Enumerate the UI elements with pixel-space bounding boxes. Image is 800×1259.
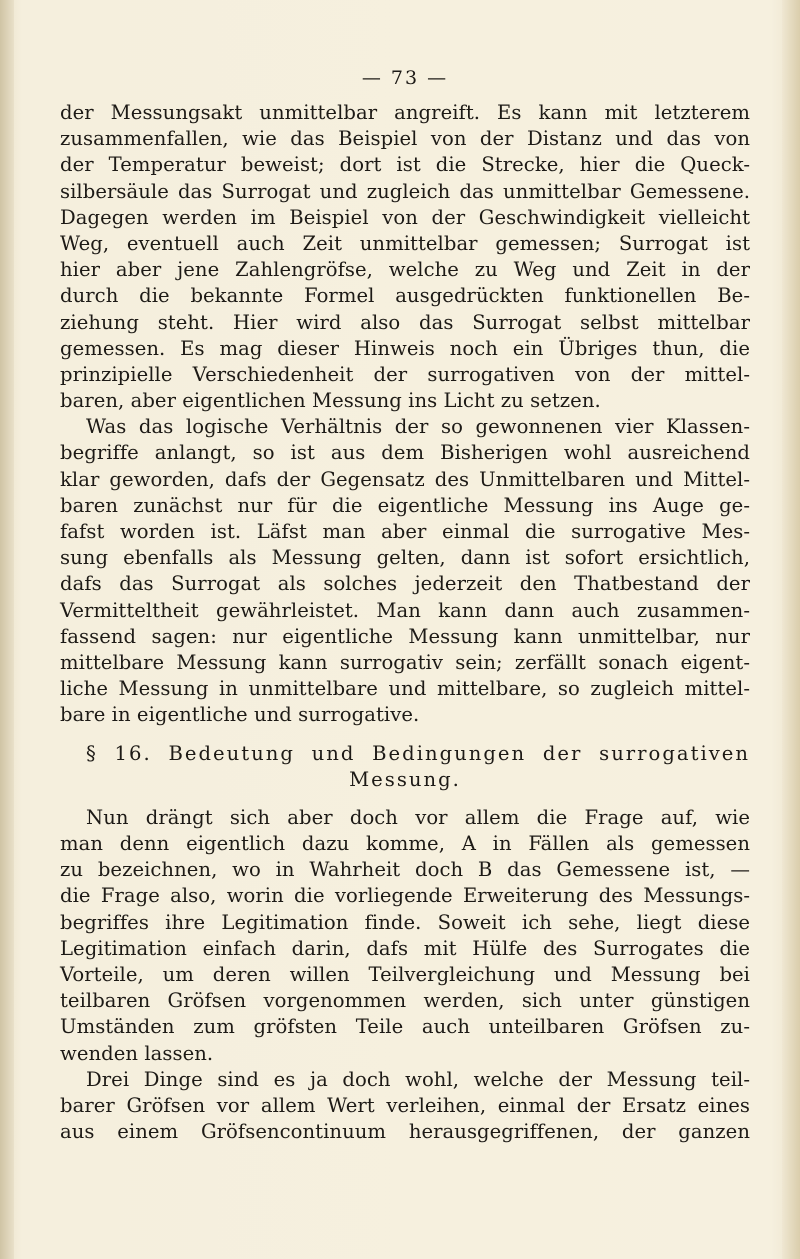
text-line: der Messungsakt unmittelbar angreift. Es kann mit letzterem — [60, 101, 750, 124]
text-line: Legitimation einfach darin, dafs mit Hülfe des Surrogates die — [60, 936, 750, 960]
section-heading-line: § 16. Bedeutung und Bedingungen der surrogativen — [86, 741, 750, 765]
text-line: barer Gröfsen vor allem Wert verleihen, einmal der Ersatz eines — [60, 1093, 750, 1117]
text-line: fassend sagen: nur eigentliche Messung kann unmittelbar, nur — [60, 624, 750, 648]
section-heading — [60, 741, 750, 793]
page-text — [60, 66, 750, 1145]
text-line: baren zunächst nur für die eigentliche Messung ins Auge ge- — [60, 493, 750, 517]
text-line: gemessen. Es mag dieser Hinweis noch ein Übriges thun, die — [60, 336, 750, 360]
text-line: teilbaren Gröfsen vorgenommen werden, sich unter günstigen — [60, 989, 750, 1013]
text-line: zusammenfallen, wie das Beispiel von der Distanz und das von — [60, 127, 750, 151]
text-line: zu bezeichnen, wo in Wahrheit doch B das Gemessene ist, — — [60, 858, 750, 882]
text-line: prinzipielle Verschiedenheit der surrogativen von der mittel- — [60, 362, 750, 386]
text-line: Weg, eventuell auch Zeit unmittelbar gemessen; Surrogat ist — [60, 231, 750, 255]
text-line: Was das logische Verhältnis der so gewonnenen vier Klassen- — [86, 415, 750, 439]
paragraph — [60, 100, 750, 414]
text-line: fafst worden ist. Läfst man aber einmal die surrogative Mes- — [60, 520, 750, 543]
paragraph — [60, 805, 750, 1067]
text-line: baren, aber eigentlichen Messung ins Licht zu setzen. — [60, 389, 601, 413]
text-line: der Temperatur beweist; dort ist die Strecke, hier die Queck- — [60, 153, 750, 177]
text-line: ziehung steht. Hier wird also das Surrogat selbst mittelbar — [60, 310, 750, 334]
text-line: mittelbare Messung kann surrogativ sein; zerfällt sonach eigent- — [60, 650, 750, 674]
page-edge-right — [782, 0, 800, 1259]
text-line: begriffes ihre Legitimation finde. Soweit ich sehe, liegt diese — [60, 910, 750, 934]
text-line: begriffe anlangt, so ist aus dem Bisherigen wohl ausreichend — [60, 441, 750, 465]
text-line: liche Messung in unmittelbare und mittelbare, so zugleich mittel- — [60, 677, 750, 701]
section-heading-line: Messung. — [349, 767, 461, 791]
text-line: man denn eigentlich dazu komme, A in Fällen als gemessen — [60, 832, 750, 856]
page-edge-left — [0, 0, 14, 1259]
text-line: dafs das Surrogat als solches jederzeit den Thatbestand der — [60, 572, 750, 596]
text-line: Drei Dinge sind es ja doch wohl, welche der Messung teil- — [86, 1067, 750, 1091]
text-line: aus einem Gröfsencontinuum herausgegriffenen, der ganzen — [60, 1120, 750, 1144]
text-line: Vermitteltheit gewährleistet. Man kann dann auch zusammen- — [60, 598, 750, 622]
paragraph — [60, 414, 750, 728]
text-line: Nun drängt sich aber doch vor allem die Frage auf, wie — [86, 805, 750, 829]
text-line: hier aber jene Zahlengröfse, welche zu Weg und Zeit in der — [60, 258, 750, 282]
paragraph — [60, 1067, 750, 1146]
text-line: Dagegen werden im Beispiel von der Geschwindigkeit vielleicht — [60, 205, 750, 229]
text-line: Umständen zum gröfsten Teile auch unteilbaren Gröfsen zu- — [60, 1015, 750, 1039]
text-line: silbersäule das Surrogat und zugleich das unmittelbar Gemessene. — [60, 179, 750, 203]
text-line: Vorteile, um deren willen Teilvergleichung und Messung bei — [60, 963, 750, 986]
text-line: durch die bekannte Formel ausgedrückten funktionellen Be- — [60, 284, 750, 308]
text-line: die Frage also, worin die vorliegende Erweiterung des Messungs- — [60, 884, 750, 908]
text-line: sung ebenfalls als Messung gelten, dann ist sofort ersichtlich, — [60, 546, 750, 570]
text-line: wenden lassen. — [60, 1041, 214, 1065]
text-line: bare in eigentliche und surrogative. — [60, 703, 420, 727]
text-line: klar geworden, dafs der Gegensatz des Unmittelbaren und Mittel- — [60, 467, 750, 491]
page-number: — 73 — — [361, 67, 449, 89]
